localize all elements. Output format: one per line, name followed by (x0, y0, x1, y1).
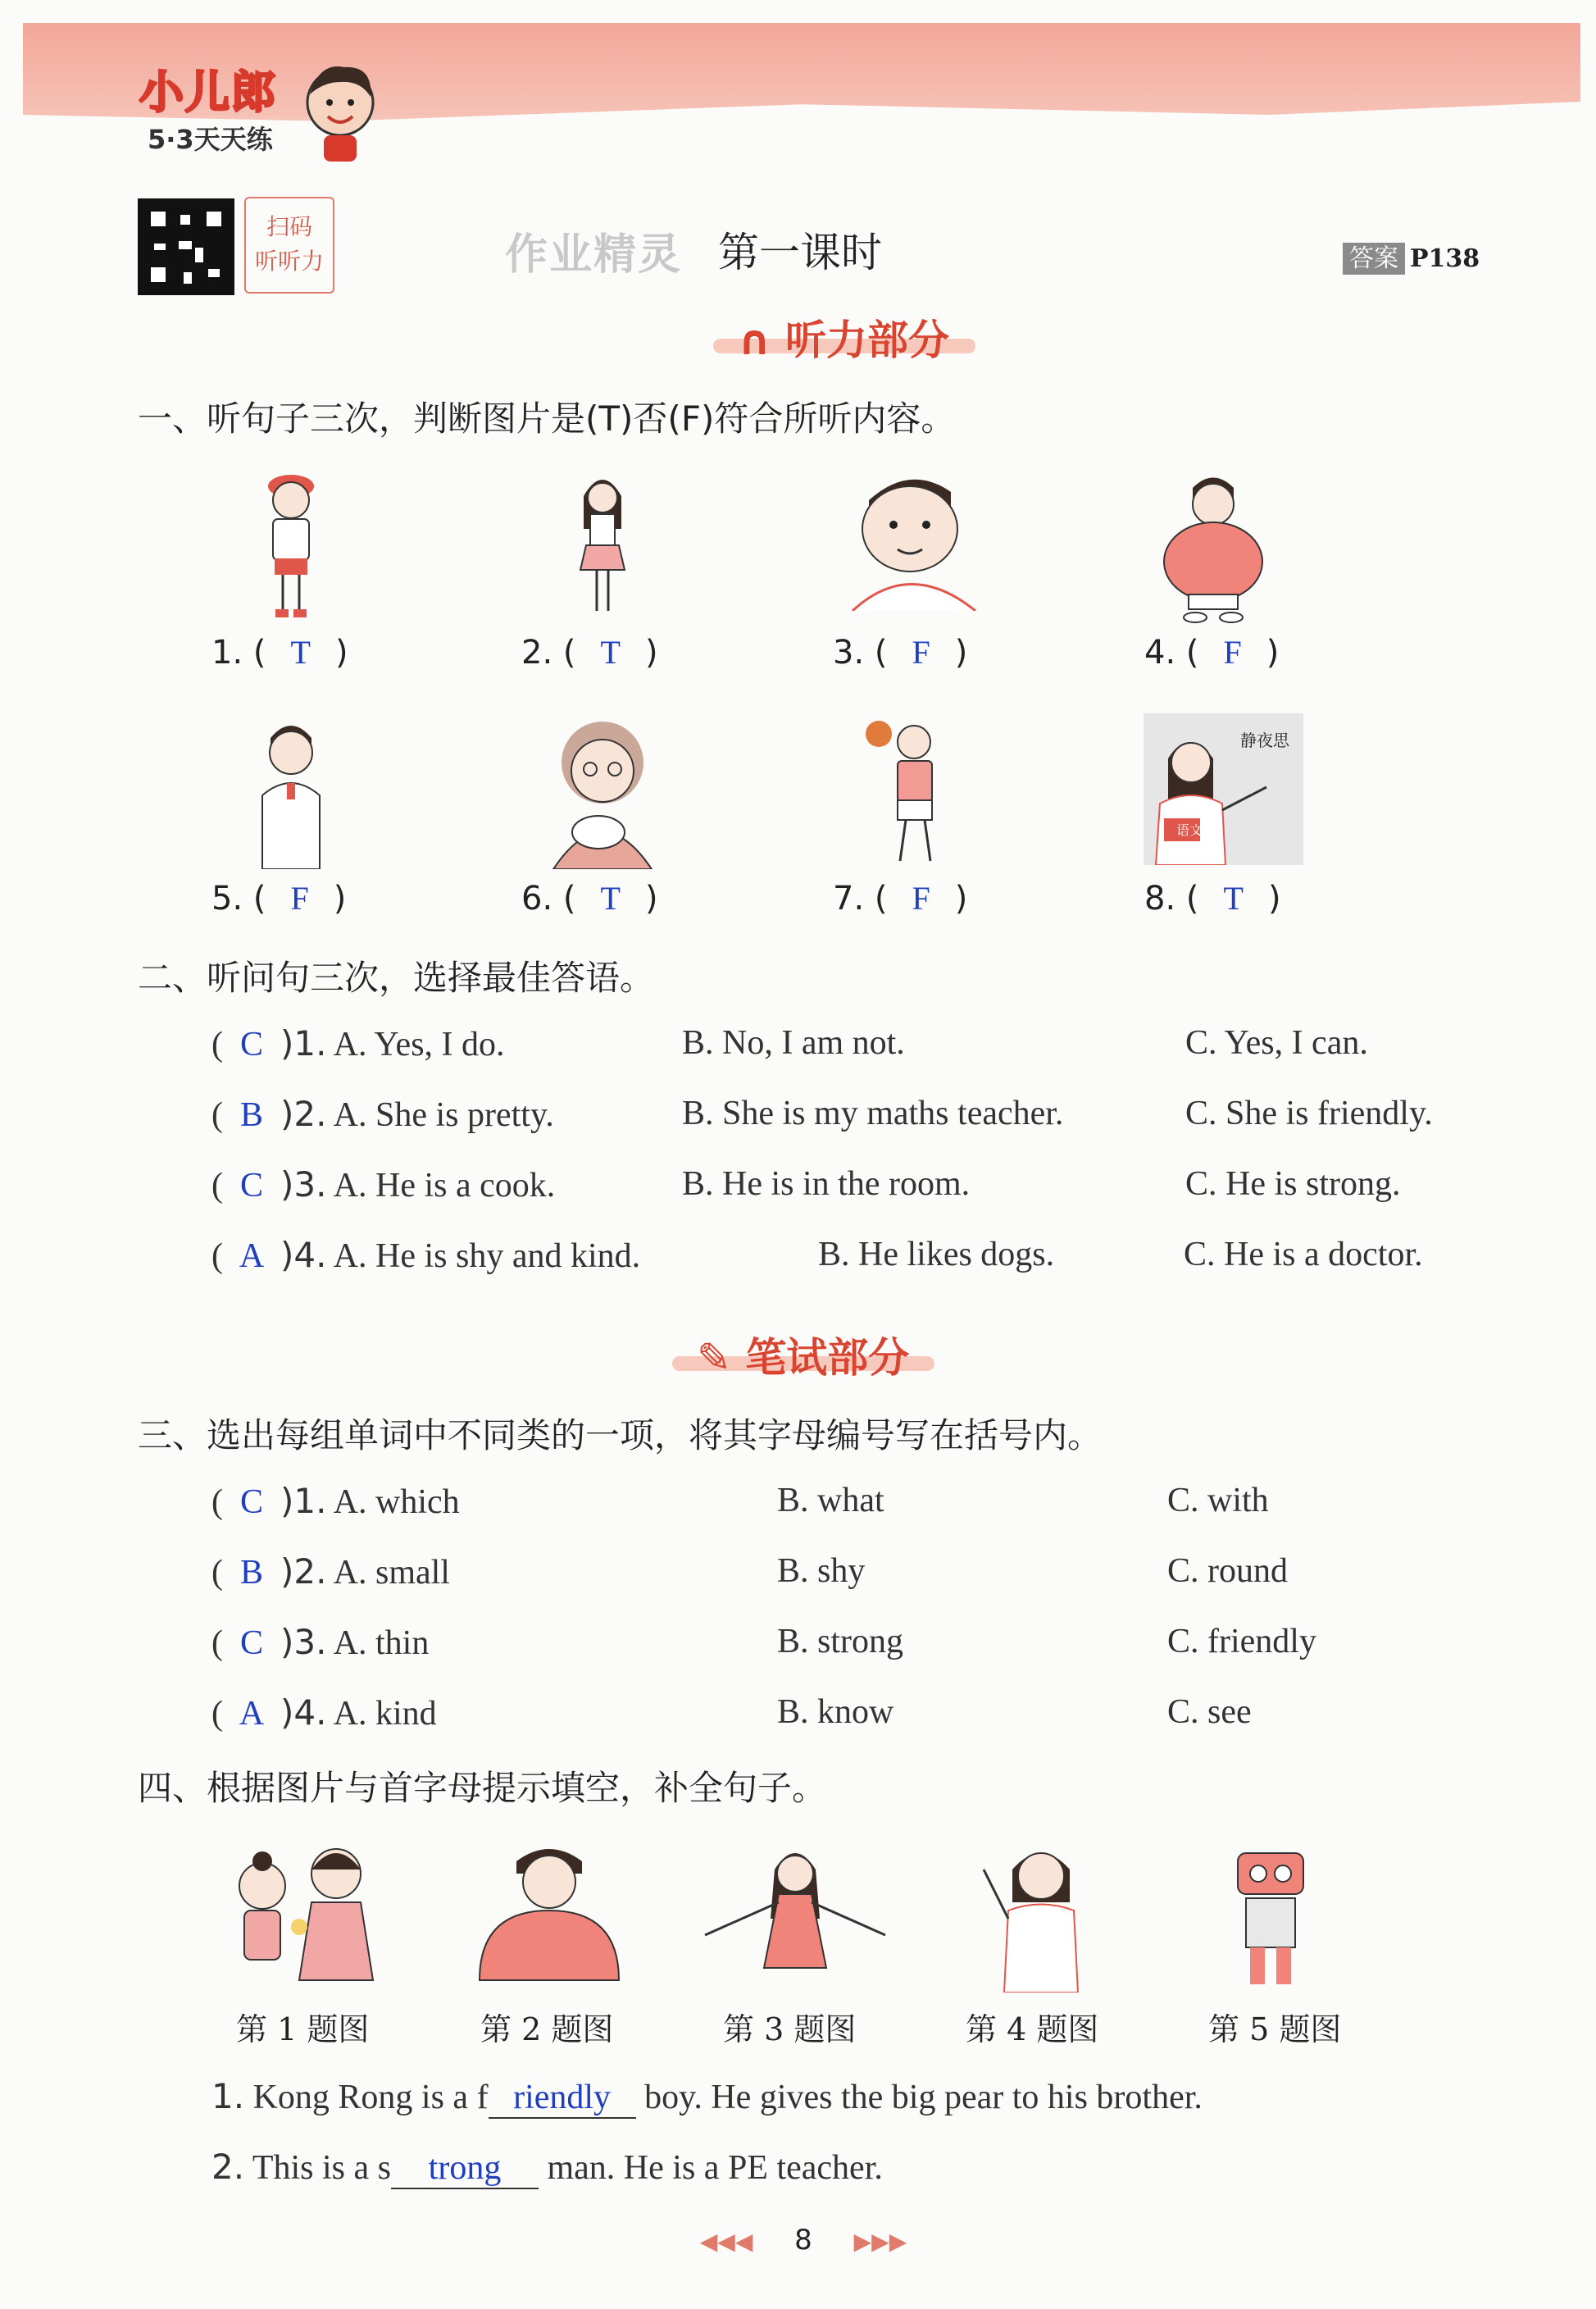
answer-field[interactable]: B (239, 1096, 263, 1134)
q2-row-3: ( C )3. A. He is a cook. B. He is in the room. C. He is strong. (211, 1164, 1401, 1205)
q1-item-5: 5. ( F ) (211, 880, 347, 918)
q3-row-3: ( C )3. A. thin B. strong C. friendly (211, 1622, 1316, 1662)
page-number: 8 (794, 2224, 812, 2257)
pic-girl-skirt-icon (566, 463, 639, 627)
mascot-boy-icon (295, 57, 385, 164)
q1-item-6: 6. ( T ) (521, 880, 658, 918)
writing-heading: ✎ 笔试部分 (697, 1325, 909, 1384)
q1-item-1: 1. ( T ) (211, 634, 348, 672)
q2-row-1: ( C )1. A. Yes, I do. B. No, I am not. C. Yes, I can. (211, 1023, 1368, 1063)
q1-title: 一、听句子三次，判断图片是(T)否(F)符合所听内容。 (138, 398, 956, 439)
q4-sentence-1: 1. Kong Rong is a f riendly boy. He gives the big pear to his brother. (211, 2076, 1203, 2119)
pic-girl-dress-icon (697, 1837, 893, 1992)
scan-listen-label: 扫码 听听力 (244, 197, 334, 294)
q2-row-2: ( B )2. A. She is pretty. B. She is my maths teacher. C. She is friendly. (211, 1094, 1433, 1134)
prev-arrows-icon: ◀◀◀ (699, 2228, 753, 2255)
fill-blank[interactable]: trong (391, 2148, 539, 2189)
answer-field[interactable]: A (239, 1237, 265, 1275)
answer-field[interactable]: C (239, 1167, 263, 1205)
q4-sentence-2: 2. This is a s trong man. He is a PE teacher. (211, 2147, 883, 2189)
pic-waving-girl-icon (971, 1837, 1111, 1992)
qr-code[interactable] (138, 198, 234, 295)
answer-field[interactable]: T (290, 634, 311, 671)
answer-field[interactable]: C (239, 1624, 263, 1662)
q1-item-8: 8. ( T ) (1144, 880, 1281, 918)
pencil-icon: ✎ (697, 1334, 746, 1382)
answer-field[interactable]: C (239, 1483, 263, 1521)
listening-heading: ∩ 听力部分 (738, 307, 949, 367)
answer-field[interactable]: C (239, 1026, 263, 1063)
answer-field[interactable]: T (600, 880, 621, 917)
brand-subtitle: 5·3天天练 (148, 124, 273, 155)
answer-field[interactable]: T (1223, 880, 1244, 917)
pic-fat-man-face-icon (844, 467, 984, 611)
pic-fat-boy-icon (1148, 467, 1279, 623)
q1-item-7: 7. ( F ) (833, 880, 968, 918)
page-footer (680, 2224, 926, 2257)
answer-field[interactable]: F (912, 880, 930, 917)
q4-title: 四、根据图片与首字母提示填空，补全句子。 (138, 1768, 827, 1808)
q1-item-4: 4. ( F ) (1144, 634, 1280, 672)
q2-row-4: ( A )4. A. He is shy and kind. B. He likes dogs. C. He is a doctor. (211, 1235, 1423, 1275)
answer-field[interactable]: B (239, 1554, 263, 1592)
pic8-board-text: 静夜思 (1240, 731, 1289, 750)
pic-boy-cap-icon (246, 463, 336, 627)
answer-ref: 答案 P138 (1343, 238, 1480, 274)
q3-row-4: ( A )4. A. kind B. know C. see (211, 1692, 1252, 1733)
q3-title: 三、选出每组单词中不同类的一项，将其字母编号写在括号内。 (138, 1415, 1103, 1455)
caption-3: 第 3 题图 (723, 2011, 857, 2047)
next-arrows-icon: ▶▶▶ (853, 2228, 907, 2255)
pic-boy-shirt-icon (246, 713, 336, 869)
lesson-title: 第一课时 (718, 229, 882, 276)
pic-strong-man-icon (475, 1837, 623, 1992)
answer-field[interactable]: A (239, 1695, 265, 1733)
pic-grandma-cat-icon (541, 713, 664, 869)
q3-row-2: ( B )2. A. small B. shy C. round (211, 1551, 1288, 1592)
pic-robot-icon (1221, 1837, 1320, 1992)
pic-kong-rong-icon (221, 1837, 385, 1992)
watermark: 作业精灵 (505, 230, 683, 280)
q2-title: 二、听问句三次，选择最佳答语。 (138, 958, 655, 998)
pic-basketball-boy-icon (861, 713, 959, 869)
answer-field[interactable]: F (912, 634, 930, 671)
q1-item-2: 2. ( T ) (521, 634, 658, 672)
answer-field[interactable]: T (600, 634, 621, 671)
pic-teacher-board-icon (1144, 713, 1303, 865)
caption-1: 第 1 题图 (236, 2011, 370, 2047)
caption-2: 第 2 题图 (480, 2011, 614, 2047)
q1-item-3: 3. ( F ) (833, 634, 968, 672)
pic8-book-label: 语文 (1176, 822, 1203, 838)
fill-blank[interactable]: riendly (489, 2078, 636, 2119)
answer-field[interactable]: F (1223, 634, 1242, 671)
q3-row-1: ( C )1. A. which B. what C. with (211, 1481, 1269, 1521)
answer-field[interactable]: F (290, 880, 309, 917)
headphones-icon: ∩ (738, 317, 786, 364)
caption-5: 第 5 题图 (1208, 2011, 1342, 2047)
brand-logo: 小儿郎 (139, 66, 277, 118)
caption-4: 第 4 题图 (966, 2011, 1099, 2047)
